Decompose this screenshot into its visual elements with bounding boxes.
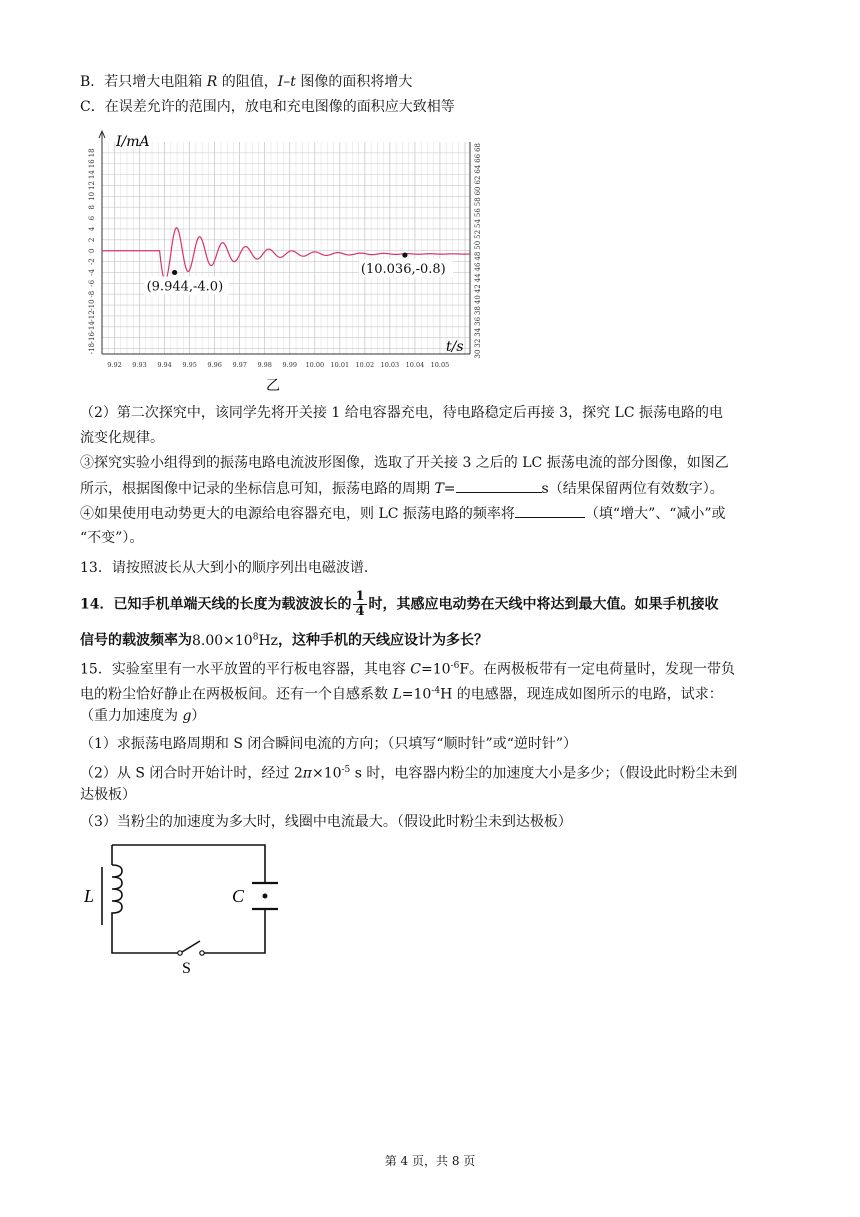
right-y-tick-label: 56 <box>474 208 482 218</box>
circuit-wire-top <box>112 845 265 883</box>
right-y-ticks <box>474 143 482 358</box>
x-tick-label: 9.98 <box>257 361 272 369</box>
right-y-tick-label: 34 <box>474 327 482 337</box>
circuit-wire-right-bottom <box>202 909 265 953</box>
q3-line2: 所示，根据图像中记录的坐标信息可知，振荡电路的周期 T= s（结果保留两位有效数字）。 <box>80 478 724 499</box>
capacitor-label: C <box>232 886 245 906</box>
x-tick-label: 10.01 <box>330 361 350 369</box>
left-y-tick-label: -16 <box>88 332 96 344</box>
option-c: C．在误差允许的范围内，放电和充电图像的面积应大致相等 <box>80 99 455 115</box>
fraction-quarter: $\frac{1}{4}$ <box>355 589 365 619</box>
x-tick-label: 10.05 <box>430 361 450 369</box>
lc-circuit-diagram <box>80 835 300 975</box>
q4-line2: “不变”）。 <box>80 530 144 546</box>
left-y-tick-label: 10 <box>88 191 96 201</box>
left-y-tick-label: -12 <box>88 310 96 322</box>
left-y-ticks <box>88 148 96 354</box>
inductor-label: L <box>84 886 95 906</box>
chart-grid <box>102 142 470 354</box>
annotation-label: (9.944,-4.0) <box>146 279 224 295</box>
right-y-tick-label: 32 <box>474 338 482 348</box>
x-tick-label: 9.95 <box>182 361 197 369</box>
annotation-point <box>402 252 407 257</box>
chart-axes <box>99 131 470 354</box>
left-y-tick-label: -10 <box>88 299 96 311</box>
x-tick-label: 9.96 <box>207 361 222 369</box>
right-y-tick-label: 54 <box>474 219 482 228</box>
x-tick-label: 9.92 <box>107 361 122 369</box>
left-y-tick-label: 14 <box>88 170 96 180</box>
right-y-tick-label: 30 <box>474 349 482 359</box>
right-y-tick-label: 36 <box>474 316 482 326</box>
question-14-line1: 14．已知手机单端天线的长度为载波波长的 $\frac{1}{4}$ 时，其感应电动势在天线中将达到最大值。如果手机接收 <box>80 589 719 619</box>
right-y-tick-label: 66 <box>474 153 482 163</box>
right-y-tick-label: 58 <box>474 197 482 207</box>
right-y-tick-label: 42 <box>474 284 482 294</box>
part2-line1: （2）第二次探究中，该同学先将开关接 1 给电容器充电，待电路稳定后再接 3，探究 LC 振荡电路的电 <box>80 405 723 421</box>
right-y-tick-label: 62 <box>474 175 482 185</box>
left-y-tick-label: 6 <box>88 215 96 221</box>
right-y-tick-label: 50 <box>474 240 482 250</box>
right-y-tick-label: 52 <box>474 229 482 239</box>
left-y-tick-label: -18 <box>88 342 96 355</box>
left-y-tick-label: -2 <box>88 258 96 266</box>
option-b: B．若只增大电阻箱 R 的阻值，I–t 图像的面积将增大 <box>80 74 413 90</box>
right-y-tick-label: 64 <box>474 164 482 174</box>
left-y-tick-label: 12 <box>88 181 96 190</box>
switch-blade <box>182 941 200 952</box>
q15-sub2-line1: （2）从 S 闭合时开始计时，经过 $2\pi\times 10^{-5}$ s 时，电容器内粉尘的加速度大小是多少；（假设此时粉尘未到 <box>80 765 738 782</box>
inductor-coil <box>112 865 122 927</box>
annotation-point <box>172 270 177 275</box>
q3-line1: ③探究实验小组得到的振荡电路电流波形图像，选取了开关接 3 之后的 LC 振荡电流的部分图像，如图乙 <box>80 455 729 471</box>
x-tick-label: 9.93 <box>132 361 147 369</box>
right-y-tick-label: 60 <box>474 186 482 196</box>
left-y-tick-label: 4 <box>88 226 96 232</box>
x-tick-label: 9.97 <box>232 361 247 369</box>
switch-terminal-right <box>200 951 204 955</box>
part2-line2: 流变化规律。 <box>80 430 164 446</box>
question-14-line2: 信号的载波频率为$8.00\times 10^8Hz$，这种手机的天线应设计为多长？ <box>80 632 489 649</box>
figure-caption: 乙 <box>266 378 280 394</box>
answer-blank-period[interactable] <box>456 478 542 493</box>
right-y-tick-label: 68 <box>474 142 482 152</box>
right-y-tick-label: 48 <box>474 251 482 261</box>
left-y-tick-label: -6 <box>88 279 96 287</box>
switch-label: S <box>182 960 191 977</box>
q15-sub2-line2: 达极板） <box>80 787 136 803</box>
left-y-tick-label: 0 <box>88 248 96 253</box>
circuit-wire-bottom-left <box>112 927 178 953</box>
left-y-tick-label: -14 <box>88 321 96 333</box>
left-y-tick-label: 18 <box>88 148 96 158</box>
page-footer: 第 4 页，共 8 页 <box>384 1154 476 1168</box>
x-tick-label: 10.04 <box>405 361 425 369</box>
x-tick-label: 9.94 <box>157 361 172 369</box>
switch-terminal-left <box>178 951 182 955</box>
q15-sub3: （3）当粉尘的加速度为多大时，线圈中电流最大。（假设此时粉尘未到达极板） <box>80 814 572 830</box>
question-15-line3: （重力加速度为 g） <box>80 708 206 724</box>
answer-blank-frequency[interactable] <box>515 503 585 518</box>
left-y-tick-label: 16 <box>88 159 96 169</box>
question-15-line1: 15．实验室里有一水平放置的平行板电容器，其电容 $C=10^{-6}F$。在两极板带有一定电荷量时，发现一带负 <box>80 661 736 678</box>
left-y-tick-label: 8 <box>88 204 96 210</box>
x-ticks <box>107 361 449 369</box>
q15-sub1: （1）求振荡电路周期和 S 闭合瞬间电流的方向；（只填写“顺时针”或“逆时针”） <box>80 736 578 752</box>
x-tick-label: 9.99 <box>282 361 297 369</box>
right-y-tick-label: 46 <box>474 262 482 272</box>
left-y-tick-label: -8 <box>88 290 96 298</box>
y-axis-label: I/mA <box>116 134 150 150</box>
current-time-chart <box>80 128 480 393</box>
question-13: 13．请按照波长从大到小的顺序列出电磁波谱. <box>80 560 369 576</box>
right-y-tick-label: 40 <box>474 295 482 305</box>
x-tick-label: 10.03 <box>380 361 400 369</box>
chart-annotations <box>145 252 453 294</box>
annotation-label: (10.036,-0.8) <box>360 262 446 278</box>
right-y-tick-label: 38 <box>474 306 482 315</box>
dust-particle <box>263 894 268 899</box>
x-axis-label: t/s <box>446 339 464 355</box>
x-tick-label: 10.00 <box>305 361 325 369</box>
left-y-tick-label: -4 <box>88 269 96 276</box>
x-tick-label: 10.02 <box>355 361 375 369</box>
q4-line1: ④如果使用电动势更大的电源给电容器充电，则 LC 振荡电路的频率将 （填“增大”、“减小”或 <box>80 503 726 524</box>
left-y-tick-label: 2 <box>88 237 96 243</box>
question-15-line2: 电的粉尘恰好静止在两极板间。还有一个自感系数 $L=10^{-4}H$ 的电感器，现连成如图所示的电路，试求： <box>80 686 723 703</box>
right-y-tick-label: 44 <box>474 273 482 283</box>
